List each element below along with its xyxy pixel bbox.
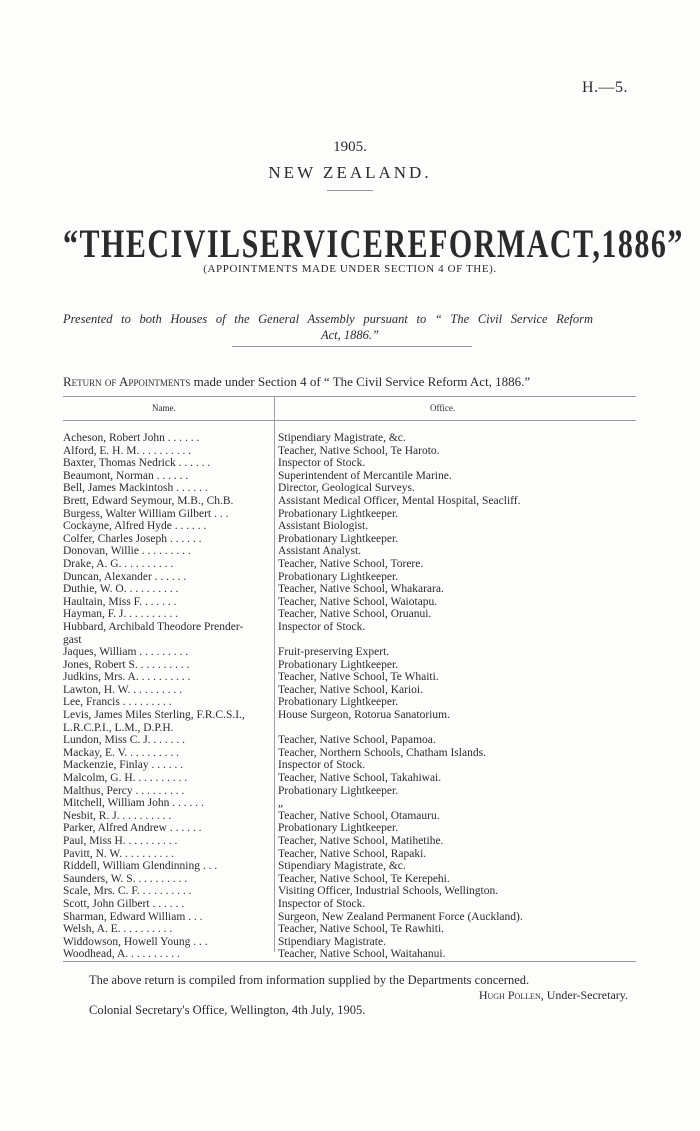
table-row [63, 772, 623, 785]
appointee-office: Stipendiary Magistrate, &c. [278, 860, 406, 873]
table-row [63, 860, 623, 873]
appointee-office: Probationary Lightkeeper. [278, 784, 399, 797]
appointee-name: Nesbit, R. J. . . . . . . . . . [63, 809, 172, 822]
appointee-name: Brett, Edward Seymour, M.B., Ch.B. [63, 494, 234, 507]
act-title-word: “THE [63, 222, 148, 267]
appointee-name: Bell, James Mackintosh . . . . . . [63, 482, 208, 495]
appointee-office: Teacher, Native School, Torere. [278, 557, 424, 570]
appointee-name: Malcolm, G. H. . . . . . . . . . [63, 772, 188, 785]
act-title-word: SERVICE [241, 222, 385, 267]
table-row [63, 545, 623, 558]
appointee-name: Baxter, Thomas Nedrick . . . . . . [63, 457, 211, 470]
appointee-name: Widdowson, Howell Young . . . [63, 935, 208, 948]
appointee-name: Acheson, Robert John . . . . . . [63, 432, 200, 444]
act-title-word: ACT, [526, 222, 602, 267]
table-row [63, 835, 623, 848]
table-row [63, 646, 623, 659]
table-top-rule [63, 396, 636, 397]
appointee-name: gast [63, 633, 82, 646]
appointee-name: Hubbard, Archibald Theodore Prender- [63, 620, 244, 633]
table-row [63, 722, 623, 735]
appointee-office: Teacher, Native School, Karioi. [278, 683, 423, 696]
table-row [63, 898, 623, 911]
table-row [63, 596, 623, 609]
appointee-office: Teacher, Native School, Takahiwai. [278, 772, 442, 785]
act-title [63, 222, 684, 268]
table-row [63, 709, 623, 722]
appointee-name: Lawton, H. W. . . . . . . . . . [63, 683, 183, 696]
appointee-office: Inspector of Stock. [278, 620, 366, 633]
presented-line-1: Presented to both Houses of the General Assembly pursuant to “ The Civil Service Reform [63, 312, 593, 326]
appointee-name: Malthus, Percy . . . . . . . . . [63, 784, 185, 797]
table-row [63, 759, 623, 772]
appointee-name: Drake, A. G. . . . . . . . . . [63, 557, 174, 570]
appointee-office: Probationary Lightkeeper. [278, 532, 399, 545]
appointee-name: Mackay, E. V. . . . . . . . . . [63, 746, 180, 759]
column-header-office: Office. [430, 403, 456, 413]
signature-title: Under-Secretary. [543, 988, 628, 1002]
document-year: 1905. [333, 139, 367, 155]
document-country: NEW ZEALAND. [268, 163, 432, 182]
table-row [63, 533, 623, 546]
appointee-name: Duthie, W. O. . . . . . . . . . [63, 583, 179, 596]
table-row [63, 457, 623, 470]
act-title-word: CIVIL [147, 222, 242, 267]
table-row [63, 671, 623, 684]
appointee-office: Stipendiary Magistrate. [278, 935, 386, 948]
footer-note: The above return is compiled from information supplied by the Departments concerned. [89, 973, 530, 987]
appointee-name: Parker, Alfred Andrew . . . . . . [63, 822, 202, 835]
appointee-office: Inspector of Stock. [278, 759, 366, 772]
appointee-name: Hayman, F. J. . . . . . . . . . [63, 608, 179, 621]
appointee-name: Lundon, Miss C. J. . . . . . . [63, 734, 186, 747]
appointee-office: Director, Geological Surveys. [278, 482, 415, 495]
table-row [63, 848, 623, 861]
appointee-name: Mitchell, William John . . . . . . [63, 797, 204, 810]
table-row [63, 785, 623, 798]
table-row [63, 810, 623, 823]
table-header-rule [63, 420, 636, 421]
appointee-name: Beaumont, Norman . . . . . . [63, 469, 189, 482]
appointee-office: Probationary Lightkeeper. [278, 658, 399, 671]
appointee-office: Visiting Officer, Industrial Schools, Wellington. [278, 885, 499, 898]
appointee-office: Fruit-preserving Expert. [278, 646, 390, 659]
appointee-office: Assistant Analyst. [278, 545, 362, 558]
return-heading-text: made under Section 4 of “ The Civil Service Reform Act, 1886.” [190, 374, 531, 389]
appointee-name: Pavitt, N. W. . . . . . . . . . [63, 847, 174, 860]
appointee-name: Sharman, Edward William . . . [63, 910, 203, 923]
presented-rule [232, 346, 472, 347]
appointee-office: Teacher, Native School, Waiotapu. [278, 595, 438, 608]
appointee-name: Scale, Mrs. C. F. . . . . . . . . . [63, 885, 192, 898]
table-row [63, 634, 623, 647]
appointee-office: Teacher, Native School, Papamoa. [278, 734, 436, 747]
appointee-office: Teacher, Native School, Te Haroto. [278, 444, 440, 457]
table-row [63, 797, 623, 810]
appointee-office: Teacher, Native School, Otamauru. [278, 809, 440, 822]
appointee-office: Teacher, Native School, Matihetihe. [278, 835, 444, 847]
appointee-name: Colfer, Charles Joseph . . . . . . [63, 532, 202, 545]
appointee-office: Inspector of Stock. [278, 457, 366, 470]
table-row [63, 482, 623, 495]
act-subtitle: (APPOINTMENTS MADE UNDER SECTION 4 OF THE). [203, 263, 497, 275]
appointee-office: Teacher, Native School, Oruanui. [278, 608, 432, 621]
appointee-office: Assistant Medical Officer, Mental Hospital, Seacliff. [278, 494, 521, 507]
appointee-name: Alford, E. H. M. . . . . . . . . . [63, 444, 192, 457]
appointee-name: Haultain, Miss F. . . . . . . [63, 595, 177, 608]
appointee-office [268, 722, 623, 735]
presented-line-2: Act, 1886.” [321, 328, 379, 342]
appointee-office: Superintendent of Mercantile Marine. [278, 469, 452, 482]
title-rule [327, 190, 373, 191]
appointee-office: Stipendiary Magistrate, &c. [278, 432, 406, 444]
appointee-office: Teacher, Native School, Rapaki. [278, 847, 427, 860]
appointee-name: Donovan, Willie . . . . . . . . . [63, 545, 191, 558]
table-row [63, 885, 623, 898]
appointee-office: House Surgeon, Rotorua Sanatorium. [278, 709, 450, 722]
appointee-name: Levis, James Miles Sterling, F.R.C.S.I., [63, 709, 245, 722]
table-row [63, 571, 623, 584]
appointee-office: Teacher, Native School, Waitahanui. [278, 948, 446, 961]
signature-name: Hugh Pollen, [478, 988, 544, 1002]
footer-place-date: Colonial Secretary's Office, Wellington, 4th July, 1905. [89, 1003, 366, 1017]
table-bottom-rule [63, 961, 636, 962]
appointee-office: Probationary Lightkeeper. [278, 822, 399, 835]
appointee-name: Mackenzie, Finlay . . . . . . [63, 759, 184, 772]
signature [479, 988, 628, 1003]
appointee-office: „ [278, 797, 284, 810]
table-row [63, 621, 623, 634]
appointee-office [268, 634, 623, 647]
appointee-office: Teacher, Native School, Whakarara. [278, 583, 444, 596]
appointee-name: Scott, John Gilbert . . . . . . [63, 897, 185, 910]
column-header-name: Name. [152, 403, 176, 413]
table-row [63, 936, 623, 949]
table-row [63, 432, 623, 445]
appointee-name: Cockayne, Alfred Hyde . . . . . . [63, 520, 207, 533]
appointee-office: Teacher, Native School, Te Whaiti. [278, 671, 439, 684]
table-row [63, 583, 623, 596]
table-row [63, 923, 623, 936]
appointee-name: Jones, Robert S. . . . . . . . . . [63, 658, 190, 671]
appointee-office: Teacher, Northern Schools, Chatham Islands. [278, 746, 486, 759]
appointee-name: Woodhead, A. . . . . . . . . . [63, 948, 180, 961]
act-title-word: 1886” [601, 222, 684, 267]
appointee-name: Jaques, William . . . . . . . . . [63, 646, 189, 659]
appointee-office: Probationary Lightkeeper. [278, 696, 399, 709]
table-row [63, 508, 623, 521]
appointee-office: Assistant Biologist. [278, 520, 369, 533]
table-row [63, 684, 623, 697]
appointee-name: Welsh, A. E. . . . . . . . . . [63, 923, 173, 936]
table-row [63, 659, 623, 672]
return-heading [63, 374, 530, 390]
table-row [63, 495, 623, 508]
return-heading-caps: Return of Appointments [63, 374, 191, 389]
appointee-office: Probationary Lightkeeper. [278, 570, 399, 583]
appointee-office: Probationary Lightkeeper. [278, 507, 399, 520]
table-row [63, 608, 623, 621]
appointee-office: Teacher, Native School, Te Kerepehi. [278, 872, 450, 885]
table-row [63, 558, 623, 571]
table-row [63, 696, 623, 709]
appointee-office: Inspector of Stock. [278, 897, 366, 910]
table-row [63, 747, 623, 760]
table-row [63, 948, 623, 961]
appointee-name: Paul, Miss H. . . . . . . . . . [63, 835, 178, 847]
appointee-name: Saunders, W. S. . . . . . . . . . [63, 872, 188, 885]
page-reference: H.—5. [581, 79, 628, 96]
table-row [63, 873, 623, 886]
table-row [63, 911, 623, 924]
appointee-name: Burgess, Walter William Gilbert . . . [63, 507, 229, 520]
act-title-word: REFORM [384, 222, 527, 267]
appointee-name: L.R.C.P.I., L.M., D.P.H. [63, 721, 174, 734]
appointee-office: Teacher, Native School, Te Rawhiti. [278, 923, 445, 936]
table-row [63, 470, 623, 483]
appointee-name: Judkins, Mrs. A. . . . . . . . . . [63, 671, 191, 684]
appointee-name: Duncan, Alexander . . . . . . [63, 570, 187, 583]
table-row [63, 734, 623, 747]
table-row [63, 445, 623, 458]
appointee-name: Riddell, William Glendinning . . . [63, 860, 218, 873]
appointments-table [63, 432, 623, 961]
appointee-name: Lee, Francis . . . . . . . . . [63, 696, 172, 709]
table-row [63, 520, 623, 533]
appointee-office: Surgeon, New Zealand Permanent Force (Auckland). [278, 910, 523, 923]
table-row [63, 822, 623, 835]
